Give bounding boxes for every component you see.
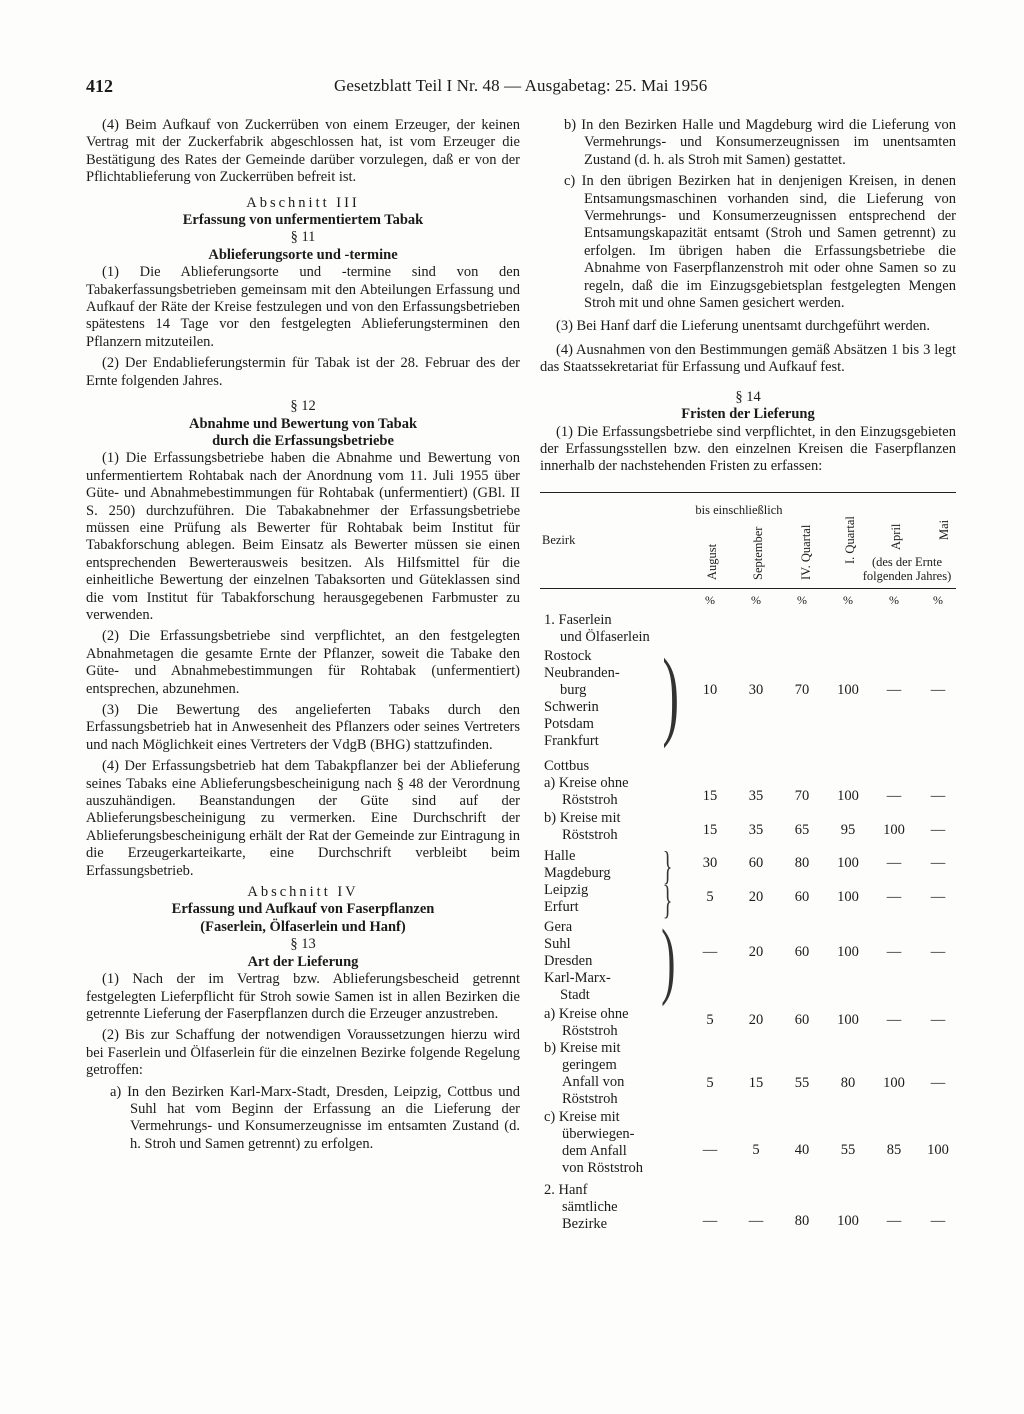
row-label: Erfurt — [544, 898, 579, 915]
row-label: burg — [560, 681, 587, 698]
table-cell: 100 — [837, 854, 859, 871]
paragraph-title: Abnahme und Bewertung von Tabak — [188, 415, 418, 432]
table-cell: 20 — [748, 888, 764, 905]
table-cell: — — [886, 1212, 902, 1229]
table-cell: 40 — [794, 1141, 810, 1158]
table-header-bis: bis einschließlich — [695, 502, 783, 517]
table-cell: 5 — [752, 1141, 760, 1158]
table-cell: — — [930, 681, 946, 698]
row-label: 1. Faserlein — [544, 611, 612, 628]
table-cell: 55 — [794, 1074, 810, 1091]
paragraph: (1) Die Erfassungsbetriebe sind verpflichtet, in den Einzugsgebieten der Erfassungsstellen bzw. den einzelnen Kreisen die Faserpflanzen innerhalb der nachstehenden Fristen zu erfassen: — [540, 423, 956, 475]
table-cell: 15 — [702, 821, 718, 838]
brace-icon: } — [662, 842, 673, 888]
row-label: Halle — [544, 847, 576, 864]
paragraph: (3) Bei Hanf darf die Lieferung unentsamt durchgeführt werden. — [556, 318, 931, 335]
row-label: Röststroh — [562, 1022, 618, 1039]
paragraph-number: § 11 — [290, 229, 316, 246]
paragraph-title: Fristen der Lieferung — [681, 406, 815, 423]
row-label: Magdeburg — [544, 864, 611, 881]
table-cell: 100 — [837, 943, 859, 960]
paragraph-number: § 14 — [735, 388, 761, 405]
paragraph-title: durch die Erfassungsbetriebe — [212, 432, 394, 449]
table-header-month: I. Quartal — [843, 515, 857, 564]
paragraph: (4) Ausnahmen von den Bestimmungen gemäß Absätzen 1 bis 3 legt das Staatssekretariat für Erfassung und Aufkauf fest. — [540, 341, 956, 376]
paragraph-number: § 12 — [290, 398, 316, 415]
table-cell: 80 — [794, 1212, 810, 1229]
table-cell: — — [930, 1074, 946, 1091]
table-header-month: April — [889, 523, 903, 550]
table-cell: 30 — [702, 854, 718, 871]
table-cell: 80 — [794, 854, 810, 871]
table-header-month: September — [751, 526, 765, 580]
list-item: c) In den übrigen Bezirken hat in denjenigen Kreisen, in denen Entsamungsmaschinen vorhanden sind, die Lieferung von Vermehrungs- und Konsumerzeugnissen entsprechend der Entsamungskapazität entsamt (Stroh und Samen getrennt) zu erfolgen. Im übrigen haben die Erfassungsbetriebe die Abnahme von Faserpflanzenstroh mit oder ohne Samen so zu regeln, daß die im Einzugsgebietsplan festgelegten Mengen Stroh mit und ohne Samen gesichert werden. — [564, 173, 956, 312]
row-label: Dresden — [544, 952, 593, 969]
paragraph: (2) Der Endablieferungstermin für Tabak ist der 28. Februar des der Ernte folgenden Jahres. — [86, 355, 520, 389]
section-title: Erfassung und Aufkauf von Faserpflanzen — [171, 901, 435, 918]
row-label: Röststroh — [562, 791, 618, 808]
row-label: a) Kreise ohne — [544, 774, 629, 791]
table-cell: 20 — [748, 1011, 764, 1028]
row-label: a) Kreise ohne — [544, 1005, 629, 1022]
row-label: von Röststroh — [562, 1159, 643, 1176]
row-label: dem Anfall — [562, 1142, 627, 1159]
table-header-month: IV. Quartal — [799, 524, 813, 580]
paragraph-number: § 13 — [290, 936, 316, 953]
section-heading: Abschnitt IV — [247, 884, 359, 901]
table-header-note: (des der Ernte — [871, 554, 943, 569]
section-heading: Abschnitt III — [246, 194, 360, 211]
table-cell: — — [702, 1141, 718, 1158]
row-label: Anfall von — [562, 1073, 625, 1090]
table-unit-cell: % — [705, 592, 715, 607]
table-cell: — — [930, 821, 946, 838]
table-cell: — — [886, 1011, 902, 1028]
table-cell: 100 — [837, 787, 859, 804]
row-label: Suhl — [544, 935, 571, 952]
table-cell: 70 — [794, 787, 810, 804]
paragraph-title: Art der Lieferung — [247, 953, 359, 970]
table-cell: — — [930, 888, 946, 905]
table-cell: 70 — [794, 681, 810, 698]
row-label: Röststroh — [562, 1090, 618, 1107]
table-cell: 100 — [837, 1011, 859, 1028]
table-cell: 100 — [883, 1074, 905, 1091]
paragraph: (1) Nach der im Vertrag bzw. Ablieferungsbescheid getrennt festgelegten Lieferpflicht für Stroh sowie Samen ist in allen Bezirken die getrennte Lieferung der Faserpflanzen durch die Erzeuger anzustreben. — [86, 971, 520, 1022]
table-cell: — — [886, 943, 902, 960]
right-column — [540, 117, 956, 1242]
table-header-note: folgenden Jahres) — [862, 568, 952, 583]
table-header-month: Mai — [937, 519, 951, 540]
table-cell: 100 — [837, 888, 859, 905]
table-header-bezirk: Bezirk — [542, 532, 576, 547]
section-title: (Faserlein, Ölfaserlein und Hanf) — [200, 918, 406, 935]
page-header — [86, 76, 956, 100]
paragraph-title: Ablieferungsorte und -termine — [208, 246, 398, 263]
table-cell: 10 — [702, 681, 718, 698]
table-unit-cell: % — [751, 592, 761, 607]
row-label: Gera — [544, 918, 573, 935]
row-label: Potsdam — [544, 715, 594, 732]
table-unit-cell: % — [797, 592, 807, 607]
table-cell: — — [886, 787, 902, 804]
row-label: Neubranden- — [544, 664, 620, 681]
table-unit-cell: % — [889, 592, 899, 607]
table-cell: — — [886, 681, 902, 698]
row-label: Cottbus — [544, 757, 590, 774]
table-cell: — — [886, 854, 902, 871]
row-label: b) Kreise mit — [544, 809, 621, 826]
table-cell: 95 — [840, 821, 856, 838]
brace-icon: } — [662, 876, 673, 922]
row-label: Stadt — [560, 986, 590, 1003]
row-label: Bezirke — [562, 1215, 608, 1232]
row-label: Röststroh — [562, 826, 618, 843]
table-cell: — — [748, 1212, 764, 1229]
row-label: 2. Hanf — [544, 1181, 588, 1198]
table-cell: — — [930, 1212, 946, 1229]
row-label: b) Kreise mit — [544, 1039, 621, 1056]
table-cell: — — [886, 888, 902, 905]
table-cell: 35 — [748, 821, 764, 838]
table-cell: — — [930, 1011, 946, 1028]
paragraph: (1) Die Erfassungsbetriebe haben die Abnahme und Bewertung von unfermentiertem Rohtabak nach der Anordnung vom 11. Juli 1955 über Güte- und Abnahmebestimmungen für Rohtabak (unfermentiert) (GBl. II S. 250) durchzuführen. Die Tabakabnehmer der Erfassungsbetriebe müssen eine Prüfung als Bewerter für Rohtabak beim Institut für Tabakforschung ablegen. Beim Einsatz als Bewerter müssen sie einen entsprechenden Bewerterausweis besitzen. Als Hilfsmittel für die einheitliche Bewertung der einzelnen Tabaksorten und Güteklassen sind die vom Institut für Tabakforschung herausgegebenen Farbmuster zu verwenden. — [86, 450, 520, 623]
paragraph: (3) Die Bewertung des angelieferten Tabaks durch den Erfassungsbetrieb hat in Anwesenheit des Pflanzers oder seines Vertreters und nach Möglichkeit eines Vertreters der VdgB (BHG) stattzufinden. — [86, 702, 520, 753]
table-cell: 35 — [748, 787, 764, 804]
table-cell: 5 — [706, 1074, 714, 1091]
paragraph: (2) Bis zur Schaffung der notwendigen Voraussetzungen hierzu wird bei Faserlein und Ölfaserlein für die einzelnen Bezirke folgende Regelung getroffen: — [86, 1027, 520, 1079]
table-cell: — — [930, 854, 946, 871]
table-cell: 85 — [886, 1141, 902, 1158]
list-item: b) In den Bezirken Halle und Magdeburg wird die Lieferung von Vermehrungs- und Konsumerzeugnissen im unentsamten Zustand (d. h. als Stroh mit Samen) gestattet. — [564, 117, 956, 168]
table-cell: 60 — [794, 888, 810, 905]
table-unit-cell: % — [933, 592, 943, 607]
table-cell: 55 — [840, 1141, 856, 1158]
paragraph: (2) Die Erfassungsbetriebe sind verpflichtet, an den festgelegten Abnahmetagen die gesamte Ernte der Pflanzer, soweit die Tabake den Güte- und Abnahmebestimmungen für Rohtabak (unfermentiert) entsprechen, abzunehmen. — [86, 628, 520, 697]
table-cell: — — [702, 1212, 718, 1229]
row-label: und Ölfaserlein — [560, 628, 650, 645]
row-label: Frankfurt — [544, 732, 599, 749]
brace-icon: ) — [662, 637, 679, 749]
table-header-month: August — [705, 543, 719, 580]
table-cell: 100 — [837, 1212, 859, 1229]
table-cell: 15 — [702, 787, 718, 804]
paragraph: (4) Der Erfassungsbetrieb hat dem Tabakpflanzer bei der Ablieferung seines Tabaks eine Ablieferungsbescheinigung nach § 48 der Verordnung auszuhändigen. Beanstandungen der Güte sind auf der Ablieferungsbescheinigung zu vermerken. Eine Durchschrift der Ablieferungsbescheinigung erhält der Rat der Gemeinde zur Eintragung in die Erzeugerkarteikarte, eine Durchschrift verbleibt beim Erfassungsbetrieb. — [86, 758, 520, 879]
row-label: Leipzig — [544, 881, 589, 898]
table-top-rule — [540, 492, 956, 493]
paragraph: (1) Die Ablieferungsorte und -termine sind von den Tabakerfassungsbetrieben gemeinsam mit den Abteilungen Erfassung und Aufkauf der Räte der Kreise festzulegen und von den Erfassungsbetrieben spätestens 14 Tage vor den festgelegten Ablieferungsterminen den Pflanzern mitzuteilen. — [86, 264, 520, 350]
table-cell: 30 — [748, 681, 764, 698]
table-cell: 100 — [927, 1141, 949, 1158]
section-title: Erfassung von unfermentiertem Tabak — [182, 212, 424, 229]
table-cell: 100 — [883, 821, 905, 838]
row-label: überwiegen- — [562, 1125, 635, 1142]
table-cell: — — [930, 787, 946, 804]
table-cell: 5 — [706, 1011, 714, 1028]
row-label: c) Kreise mit — [544, 1108, 620, 1125]
table-unit-cell: % — [843, 592, 853, 607]
row-label: Rostock — [544, 647, 592, 664]
deadline-table — [540, 482, 956, 1182]
table-cell: 15 — [748, 1074, 764, 1091]
table-cell: 60 — [748, 854, 764, 871]
brace-icon: ) — [661, 910, 676, 1007]
list-item: a) In den Bezirken Karl-Marx-Stadt, Dresden, Leipzig, Cottbus und Suhl hat vom Beginn der Erfassung an die Lieferung der Vermehrungs- und Konsumerzeugnisse im entsamten Zustand (d. h. Stroh und Samen getrennt) zu erfolgen. — [110, 1083, 520, 1152]
table-cell: 60 — [794, 1011, 810, 1028]
table-cell: 60 — [794, 943, 810, 960]
row-label: geringem — [562, 1056, 617, 1073]
table-cell: — — [702, 943, 718, 960]
row-label: sämtliche — [562, 1198, 618, 1215]
table-hanf-block — [540, 1182, 956, 1242]
table-cell: 65 — [794, 821, 810, 838]
row-label: Schwerin — [544, 698, 599, 715]
table-cell: — — [930, 943, 946, 960]
paragraph: (4) Beim Aufkauf von Zuckerrüben von einem Erzeuger, der keinen Vertrag mit der Zuckerfabrik abgeschlossen hat, ist vom Erzeuger die Bestätigung des Rates der Gemeinde darüber vorzulegen, daß er von der Pflichtablieferung von Zuckerrüben befreit ist. — [86, 117, 520, 186]
table-header-rule — [540, 588, 956, 589]
row-label: Karl-Marx- — [544, 969, 611, 986]
left-column — [86, 117, 520, 1157]
table-cell: 100 — [837, 681, 859, 698]
page-number: 412 — [86, 76, 113, 96]
table-cell: 20 — [748, 943, 764, 960]
page-header-title: Gesetzblatt Teil I Nr. 48 — Ausgabetag: 25. Mai 1956 — [334, 76, 708, 95]
table-cell: 5 — [706, 888, 714, 905]
table-cell: 80 — [840, 1074, 856, 1091]
